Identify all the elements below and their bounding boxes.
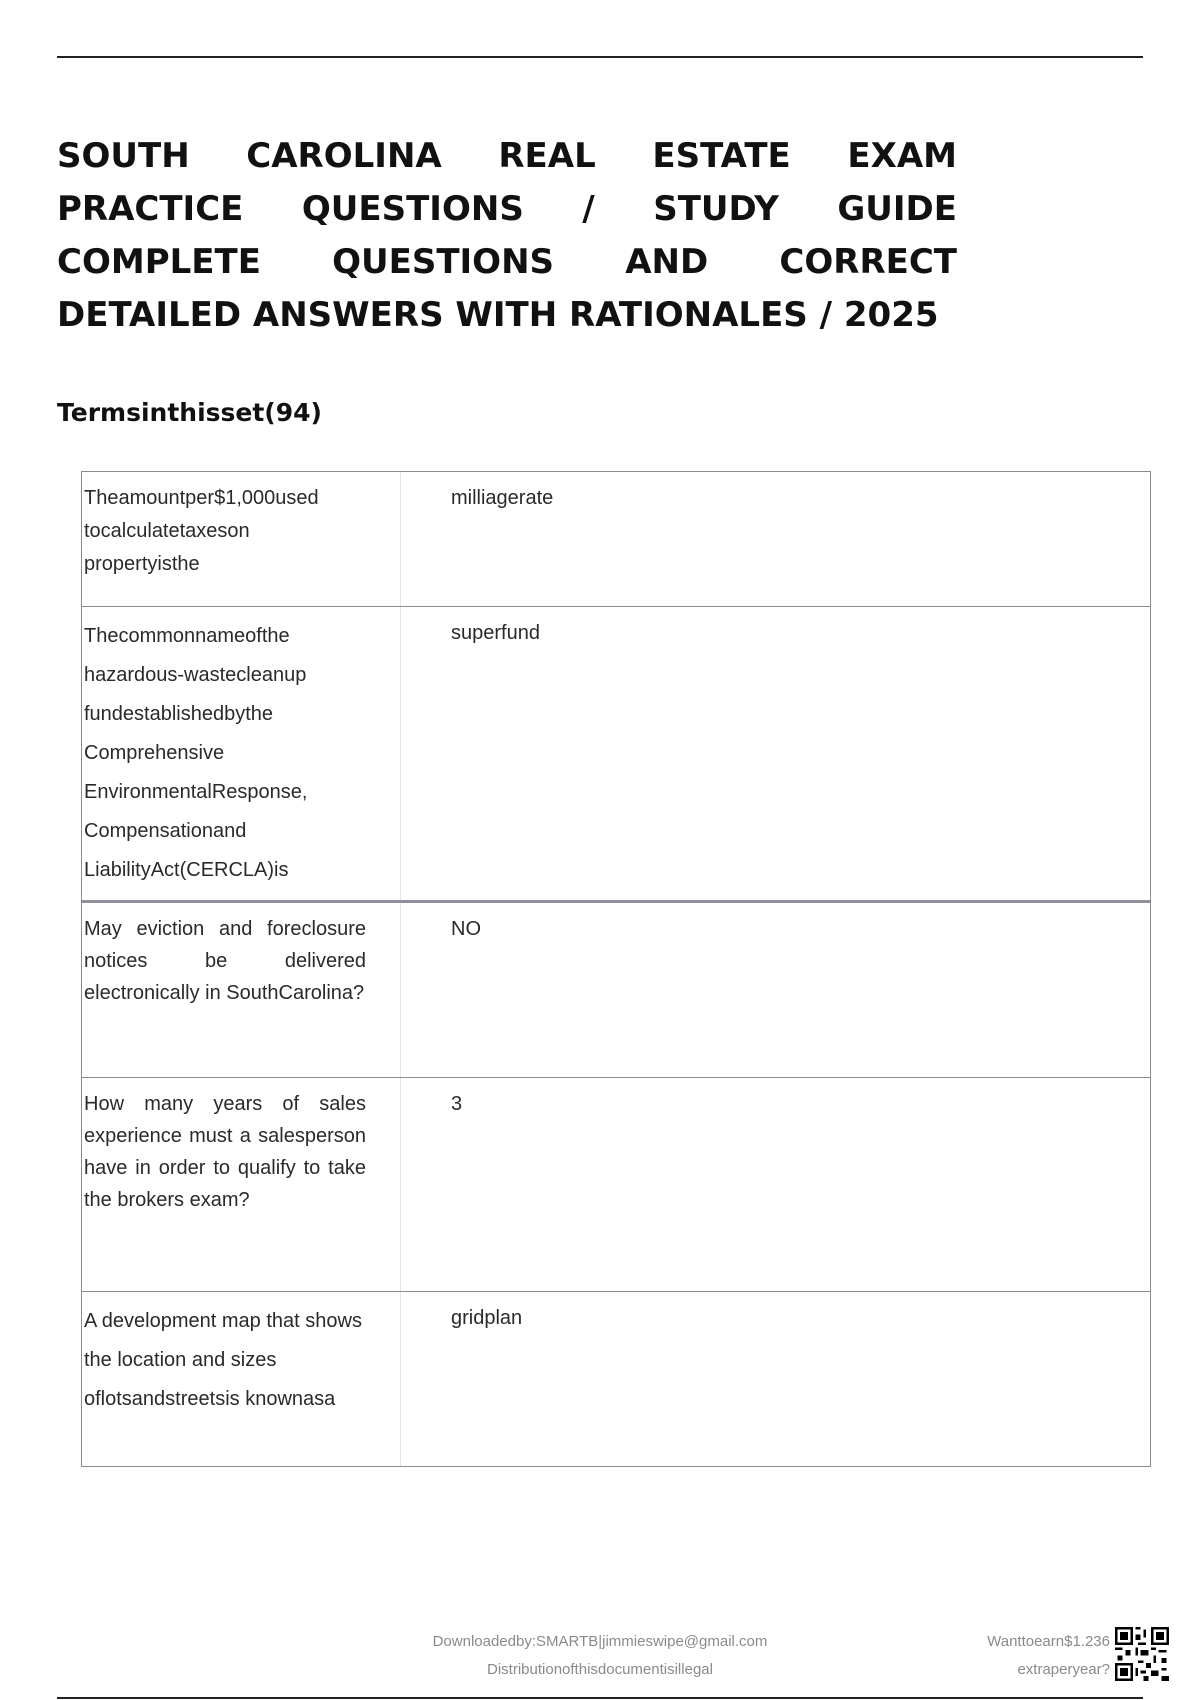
qr-code-icon[interactable] xyxy=(1115,1627,1169,1681)
term-row xyxy=(82,606,1150,900)
term-answer: gridplan xyxy=(451,1307,523,1329)
term-question: A development map that shows the location and sizes oflotsandstreetsis knownasa xyxy=(82,1292,401,1466)
downloaded-by-text: Downloadedby:SMARTB|jimmieswipe@gmail.com xyxy=(432,1633,768,1650)
term-question: How many years of sales experience must a salesperson have in order to qualify to take the brokers exam? xyxy=(82,1078,401,1291)
terms-table xyxy=(81,471,1151,1467)
term-row xyxy=(82,1077,1150,1291)
term-answer: superfund xyxy=(451,622,540,644)
term-answer: milliagerate xyxy=(451,487,554,509)
term-row xyxy=(82,1291,1150,1466)
earn-promo-line2: extraperyear? xyxy=(1017,1661,1110,1678)
term-question: May eviction and foreclosure notices be delivered electronically in SouthCarolina? xyxy=(82,903,401,1077)
term-question: Theamountper$1,000used tocalculatetaxeson propertyisthe xyxy=(82,472,401,606)
bottom-divider xyxy=(57,1697,1143,1699)
term-answer: 3 xyxy=(451,1093,463,1115)
top-divider xyxy=(57,56,1143,58)
earn-promo[interactable] xyxy=(930,1628,1110,1684)
terms-count-heading: Termsinthisset(94) xyxy=(57,398,322,427)
distribution-notice: Distributionofthisdocumentisillegal xyxy=(487,1661,713,1678)
download-notice xyxy=(380,1628,820,1684)
document-title: SOUTH CAROLINA REAL ESTATE EXAM PRACTICE QUESTIONS / STUDY GUIDE COMPLETE QUESTIONS AND CORRECT DETAILED ANSWERS WITH RATIONALES / 2025 xyxy=(57,136,957,335)
term-row xyxy=(82,472,1150,606)
earn-promo-line1: Wanttoearn$1.236 xyxy=(987,1633,1110,1650)
term-answer: NO xyxy=(451,918,481,940)
term-question: Thecommonnameofthe hazardous-wastecleanup fundestablishedbythe Comprehensive EnvironmentalResponse, Compensationand LiabilityAct(CERCLA)is xyxy=(82,607,401,900)
term-row xyxy=(82,900,1150,1077)
